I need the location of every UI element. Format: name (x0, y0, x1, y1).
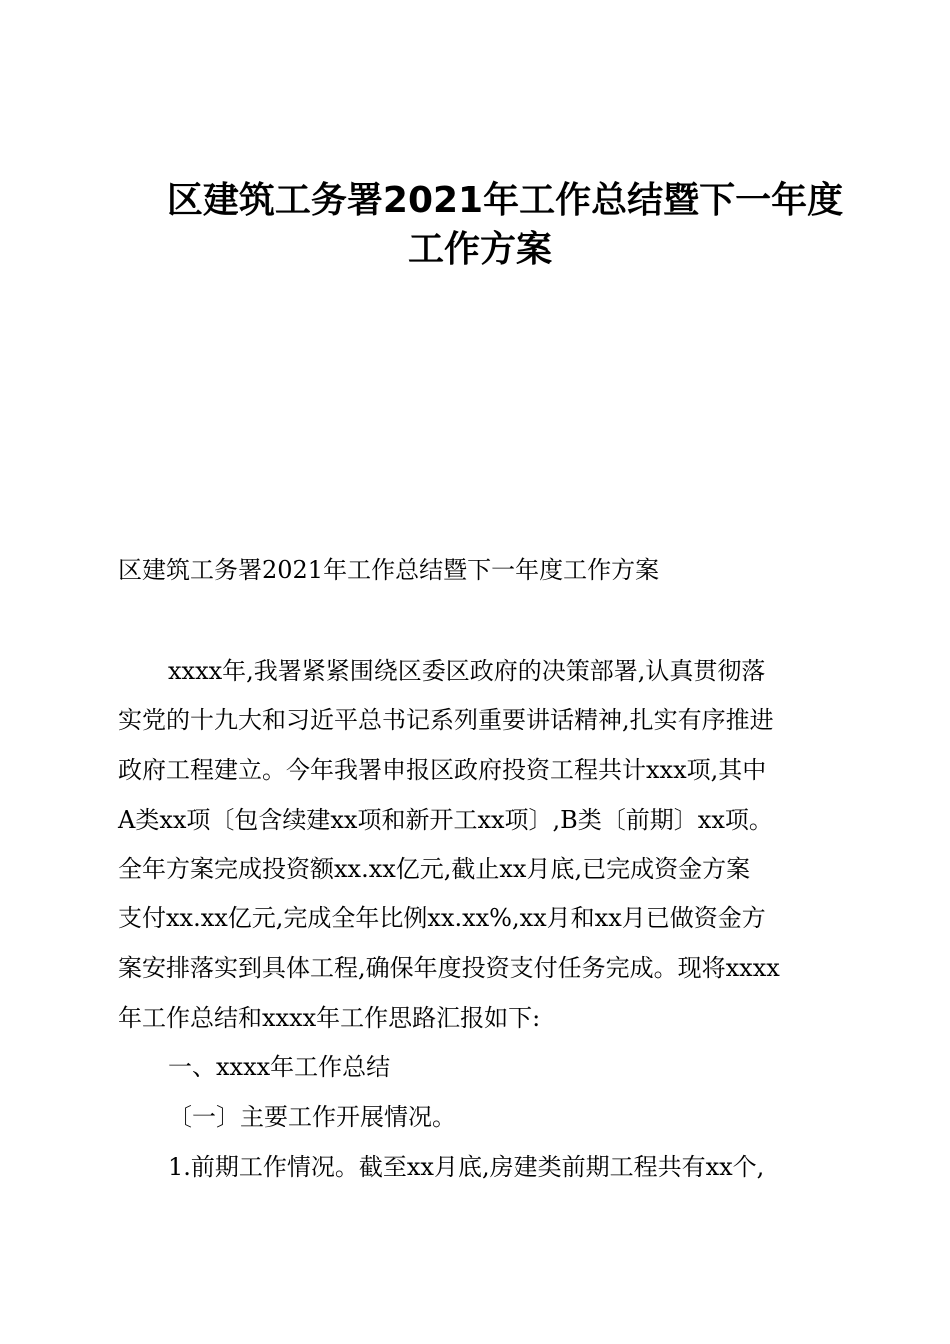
body-line-3: 政府工程建立。今年我署申报区政府投资工程共计xxx项,其中 (118, 756, 767, 784)
document-subtitle: 区建筑工务署2021年工作总结暨下一年度工作方案 (118, 556, 660, 584)
body-line-2: 实党的十九大和习近平总书记系列重要讲话精神,扎实有序推进 (118, 706, 774, 734)
body-line-5: 全年方案完成投资额xx.xx亿元,截止xx月底,已完成资金方案 (118, 855, 751, 883)
body-line-11: 1.前期工作情况。截至xx月底,房建类前期工程共有xx个, (168, 1153, 765, 1181)
body-line-4: A类xx项〔包含续建xx项和新开工xx项〕,B类〔前期〕xx项。 (118, 806, 773, 834)
subsection-heading: 〔一〕主要工作开展情况。 (168, 1103, 456, 1131)
body-line-8: 年工作总结和xxxx年工作思路汇报如下: (118, 1004, 541, 1032)
section-heading: 一、xxxx年工作总结 (168, 1053, 391, 1081)
body-line-6: 支付xx.xx亿元,完成全年比例xx.xx%,xx月和xx月已做资金方 (118, 904, 766, 932)
body-line-1: xxxx年,我署紧紧围绕区委区政府的决策部署,认真贯彻落 (168, 657, 766, 685)
document-title-line-1: 区建筑工务署2021年工作总结暨下一年度 (166, 180, 844, 221)
body-line-7: 案安排落实到具体工程,确保年度投资支付任务完成。现将xxxx (118, 954, 780, 982)
document-title-line-2: 工作方案 (407, 229, 552, 270)
